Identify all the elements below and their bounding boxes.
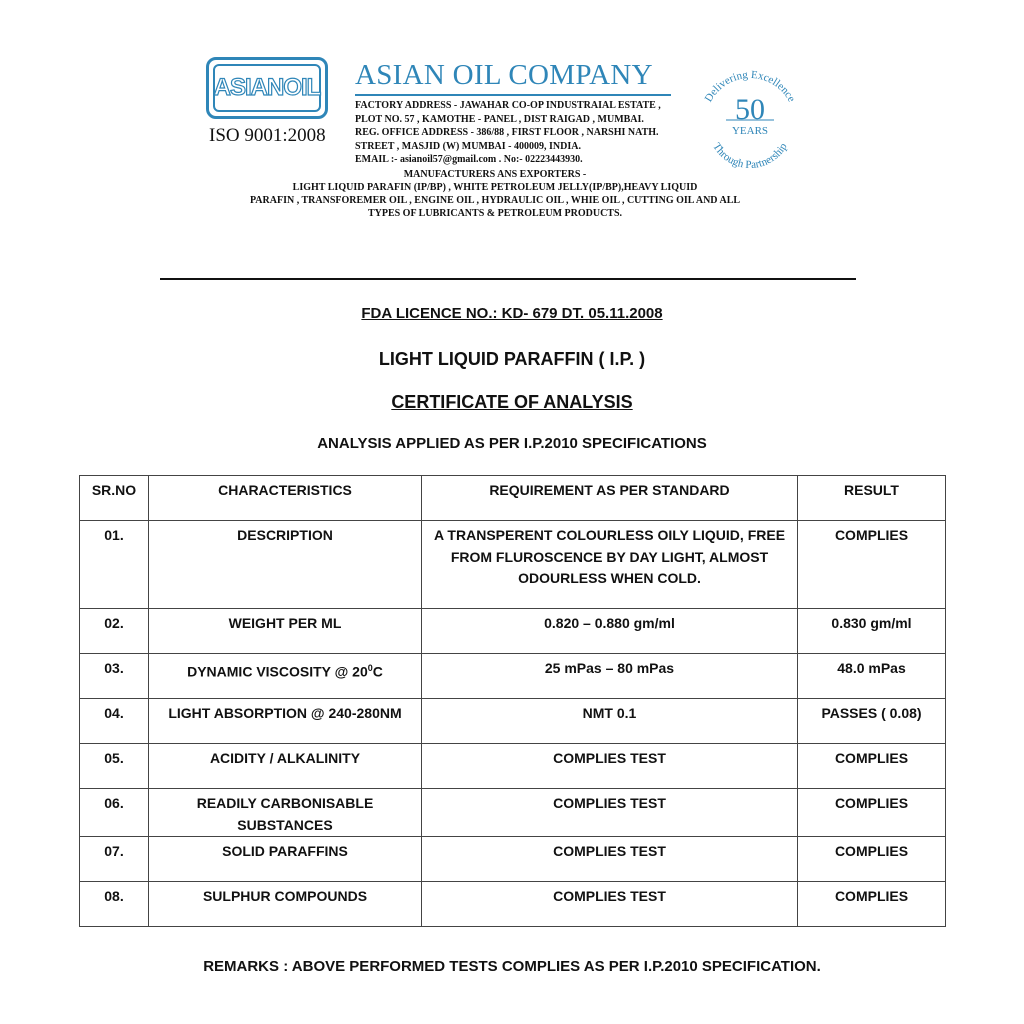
cell-requirement: NMT 0.1 — [422, 699, 798, 744]
table-row — [80, 521, 946, 609]
cell-sr-no: 02. — [80, 609, 149, 654]
cell-result: 48.0 mPas — [798, 654, 946, 699]
company-name-underline — [355, 94, 671, 96]
header-divider — [160, 278, 856, 280]
table-row — [80, 882, 946, 927]
table-header-row — [80, 476, 946, 521]
cell-result: COMPLIES — [798, 744, 946, 789]
company-logo — [206, 57, 328, 119]
table-row — [80, 609, 946, 654]
manufacturer-line: LIGHT LIQUID PARAFIN (IP/BP) , WHITE PETROLEUM JELLY(IP/BP),HEAVY LIQUID — [292, 182, 698, 193]
letterhead — [0, 0, 1024, 230]
cell-sr-no: 08. — [80, 882, 149, 927]
cell-sr-no: 03. — [80, 654, 149, 699]
table-row — [80, 789, 946, 837]
table-row — [80, 744, 946, 789]
cell-characteristic: DESCRIPTION — [149, 521, 422, 609]
badge-number: 50 — [735, 93, 765, 126]
badge-arc-top: Delivering Excellence — [702, 68, 798, 105]
cell-characteristic: READILY CARBONISABLE SUBSTANCES — [149, 789, 422, 837]
table-row — [80, 837, 946, 882]
product-title: LIGHT LIQUID PARAFFIN ( I.P. ) — [378, 349, 646, 369]
address-line: PLOT NO. 57 , KAMOTHE - PANEL , DIST RAIGAD , MUMBAI. — [355, 113, 644, 125]
manufacturer-line: PARAFIN , TRANSFOREMER OIL , ENGINE OIL , HYDRAULIC OIL , WHIE OIL , CUTTING OIL AND ALL — [249, 195, 741, 206]
manufacturer-line: MANUFACTURERS ANS EXPORTERS - — [403, 169, 587, 180]
characteristic-text: DYNAMIC VISCOSITY @ 20 — [187, 663, 368, 680]
cell-requirement: COMPLIES TEST — [422, 837, 798, 882]
cell-result: COMPLIES — [798, 837, 946, 882]
address-line: STREET , MASJID (W) MUMBAI - 400009, INDIA. — [355, 140, 581, 152]
company-address — [355, 99, 661, 167]
manufacturer-line: TYPES OF LUBRICANTS & PETROLEUM PRODUCTS. — [367, 208, 623, 219]
table-row — [80, 699, 946, 744]
cell-requirement: COMPLIES TEST — [422, 789, 798, 837]
header-characteristics: CHARACTERISTICS — [149, 476, 422, 521]
iso-certification: ISO 9001:2008 — [209, 125, 326, 146]
address-line: REG. OFFICE ADDRESS - 386/88 , FIRST FLOOR , NARSHI NATH. — [355, 127, 659, 138]
badge-arc-bottom: Through Partnership — [710, 140, 790, 172]
cell-sr-no: 04. — [80, 699, 149, 744]
logo-text: ASIANOIL — [213, 74, 321, 101]
cell-sr-no: 01. — [80, 521, 149, 609]
cell-sr-no: 06. — [80, 789, 149, 837]
fifty-years-badge-icon — [692, 64, 808, 176]
company-name: ASIAN OIL COMPANY — [355, 59, 653, 91]
table-row — [80, 654, 946, 699]
cell-result: COMPLIES — [798, 521, 946, 609]
header-result: RESULT — [798, 476, 946, 521]
cell-characteristic: SOLID PARAFFINS — [149, 837, 422, 882]
cell-characteristic: WEIGHT PER ML — [149, 609, 422, 654]
analysis-table — [79, 475, 946, 927]
cell-result: COMPLIES — [798, 789, 946, 837]
cell-requirement: COMPLIES TEST — [422, 882, 798, 927]
cell-result: COMPLIES — [798, 882, 946, 927]
characteristic-unit: C — [372, 663, 383, 680]
cell-sr-no: 05. — [80, 744, 149, 789]
header-requirement: REQUIREMENT AS PER STANDARD — [422, 476, 798, 521]
cell-characteristic: ACIDITY / ALKALINITY — [149, 744, 422, 789]
cell-characteristic: LIGHT ABSORPTION @ 240-280NM — [149, 699, 422, 744]
contact-line: EMAIL :- asianoil57@gmail.com . No:- 02223443930. — [355, 154, 583, 165]
cell-result: PASSES ( 0.08) — [798, 699, 946, 744]
cell-requirement: A TRANSPERENT COLOURLESS OILY LIQUID, FREE FROM FLUROSCENCE BY DAY LIGHT, ALMOST ODOURLESS WHEN COLD. — [422, 521, 798, 609]
header-sr-no: SR.NO — [80, 476, 149, 521]
cell-requirement: 25 mPas – 80 mPas — [422, 654, 798, 699]
cell-characteristic: SULPHUR COMPOUNDS — [149, 882, 422, 927]
characteristic-superscript: 0 — [367, 663, 373, 673]
certificate-title: CERTIFICATE OF ANALYSIS — [391, 392, 633, 412]
cell-requirement: 0.820 – 0.880 gm/ml — [422, 609, 798, 654]
analysis-note: ANALYSIS APPLIED AS PER I.P.2010 SPECIFICATIONS — [317, 435, 707, 452]
cell-result: 0.830 gm/ml — [798, 609, 946, 654]
cell-requirement: COMPLIES TEST — [422, 744, 798, 789]
fda-licence: FDA LICENCE NO.: KD- 679 DT. 05.11.2008 — [361, 305, 663, 322]
badge-unit: YEARS — [731, 125, 769, 137]
cell-characteristic — [149, 654, 422, 699]
remarks: REMARKS : ABOVE PERFORMED TESTS COMPLIES AS PER I.P.2010 SPECIFICATION. — [203, 958, 821, 975]
address-line: FACTORY ADDRESS - JAWAHAR CO-OP INDUSTRAIAL ESTATE , — [355, 100, 661, 111]
cell-sr-no: 07. — [80, 837, 149, 882]
